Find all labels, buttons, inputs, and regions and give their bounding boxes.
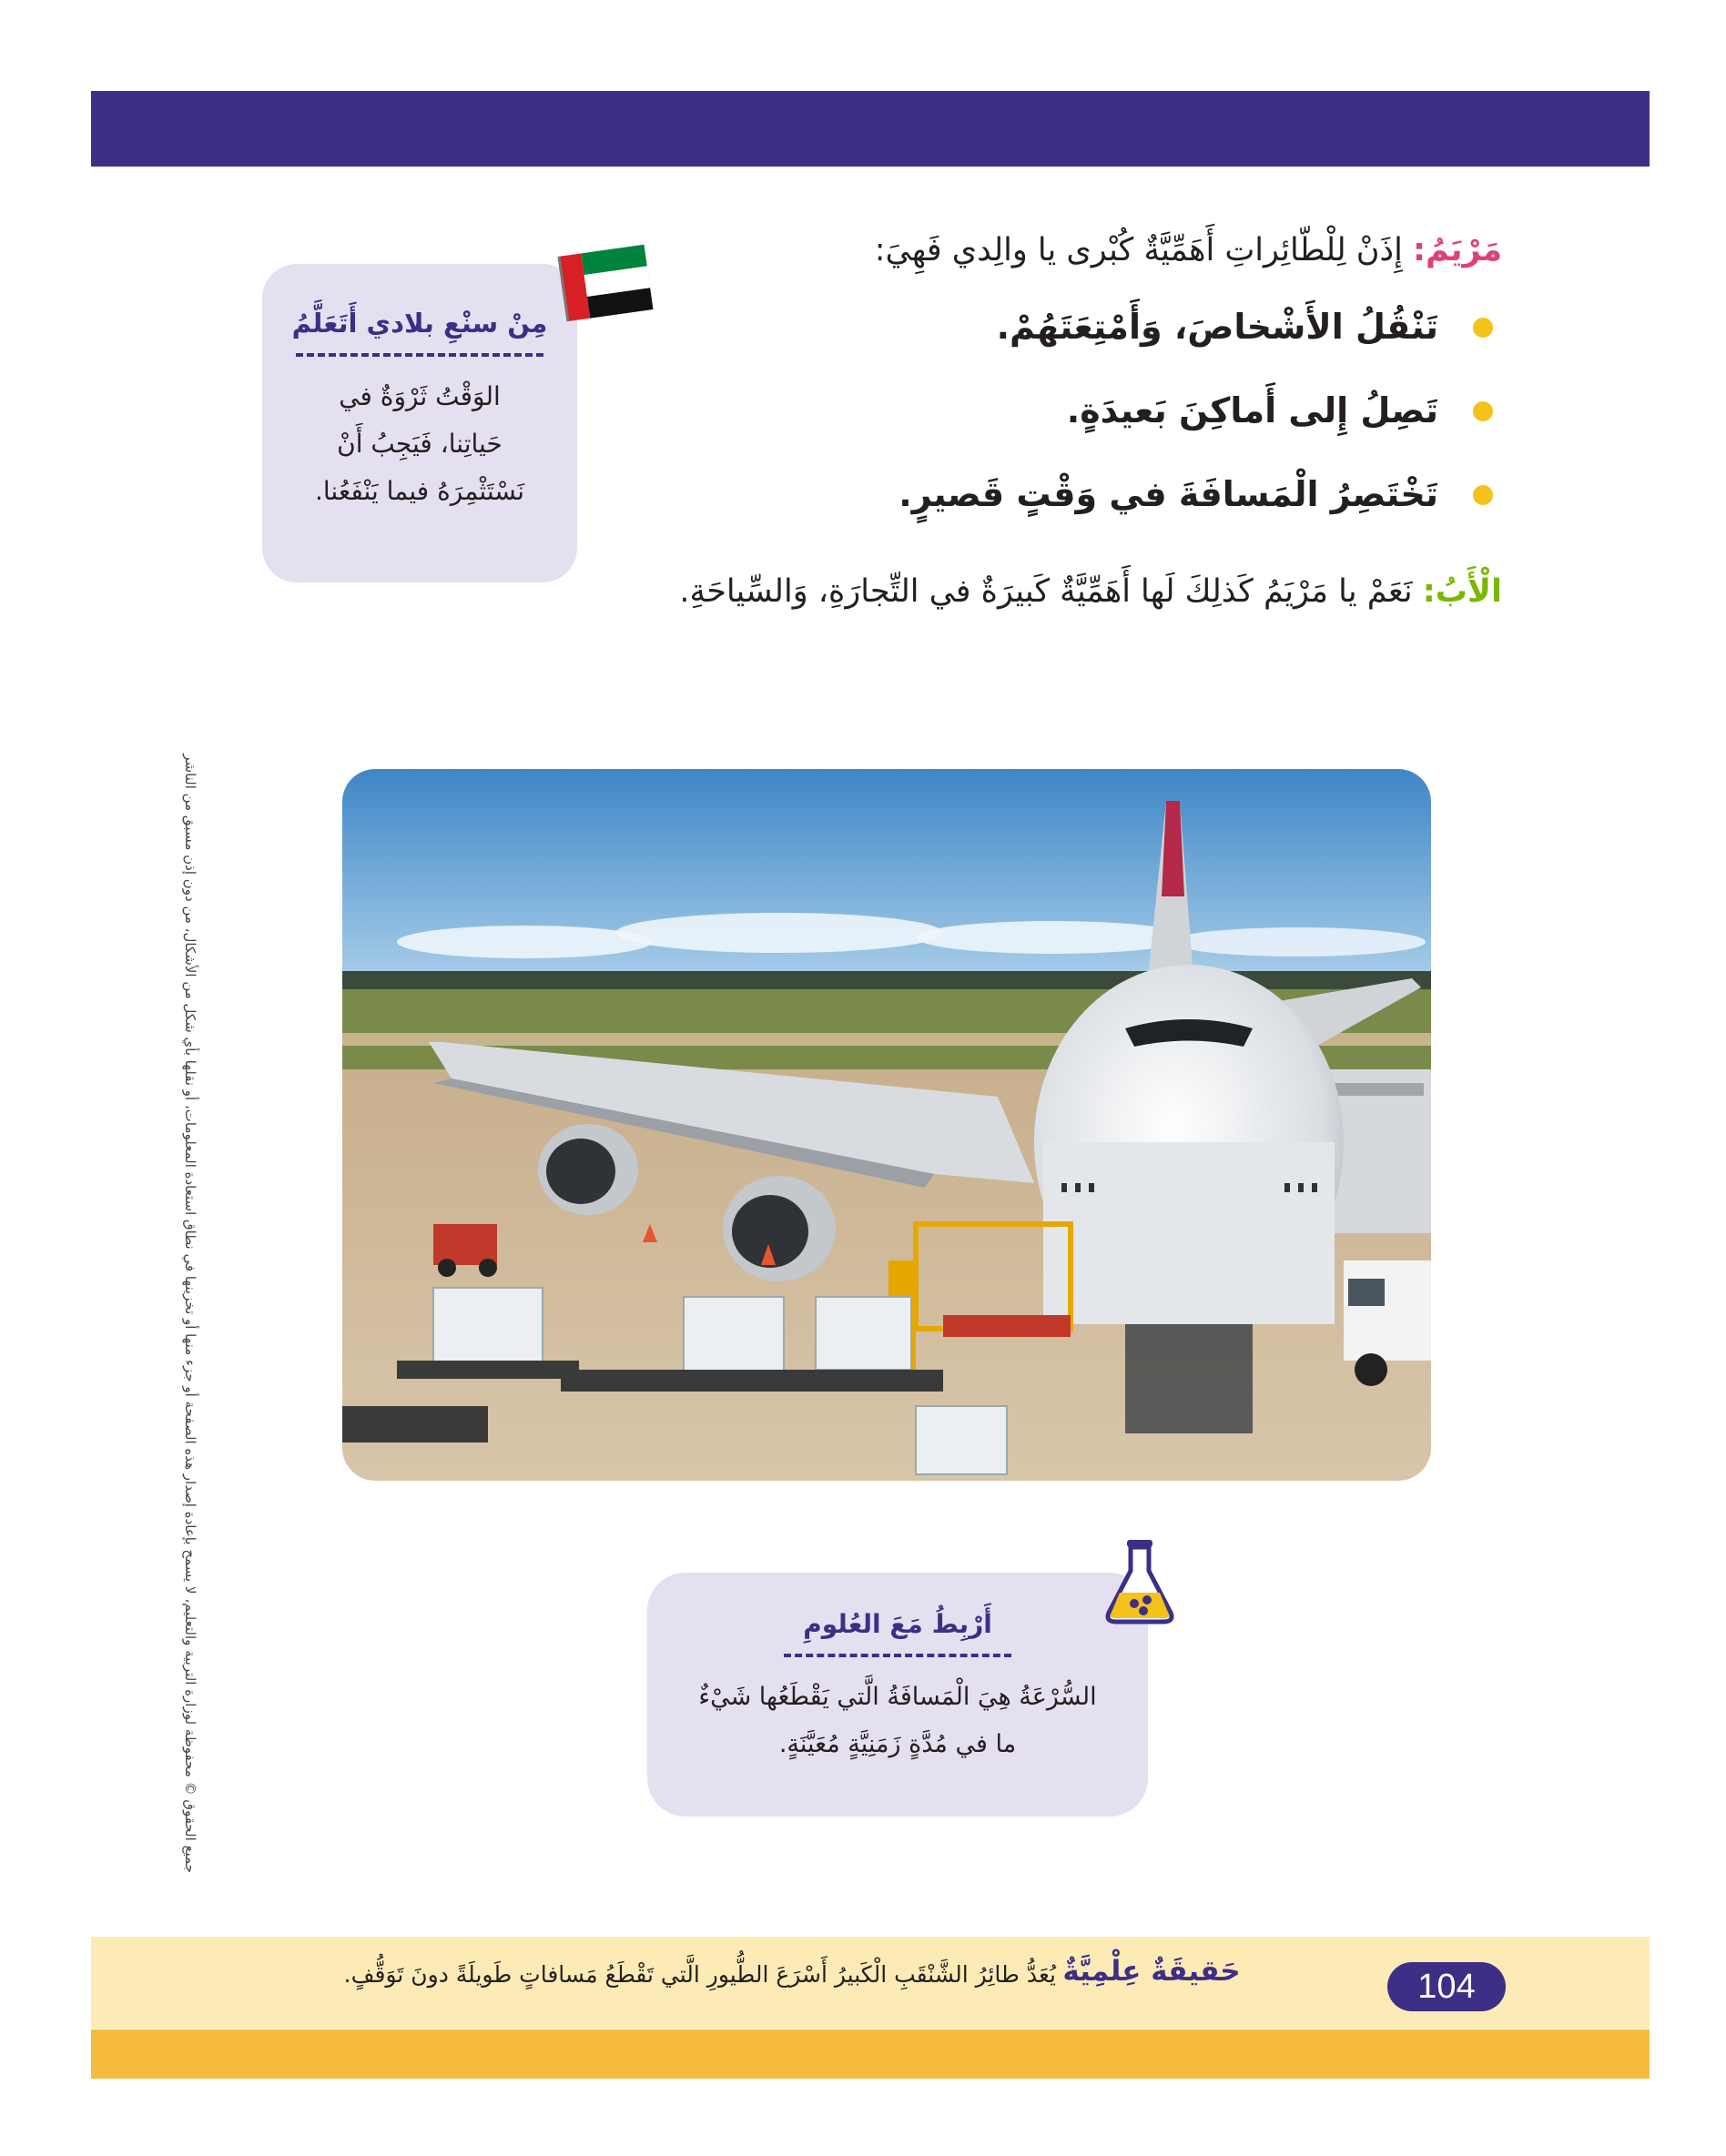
speaker-maryam: مَرْيَمُ: [1412, 232, 1502, 268]
list-item [637, 369, 1502, 452]
footer-band [91, 2029, 1650, 2079]
list-item-text: تَصِلُ إِلى أَماكِنَ بَعيدَةٍ. [1066, 390, 1438, 430]
science-line: السُّرْعَةُ هِيَ الْمَسافَةُ الَّتي يَقْطَعُها شَيْءٌ [698, 1683, 1097, 1711]
fact-title: حَقيقَةٌ عِلْمِيَّةٌ [1062, 1955, 1241, 1988]
maryam-line [637, 223, 1502, 278]
list-item [637, 452, 1502, 536]
copyright-notice: جميع الحقوق © محفوظة لوزارة التربية والتعليم، لا يسمح بإعادة إصدار هذه الصفحة أو جزء منها أو تخزينها في نطاق استعادة المعلومات، أو نقلها بأي شكل من الأشكال، من دون إذن مسبق من الناشر [182, 754, 198, 1873]
divider [784, 1654, 1011, 1657]
page-number: 104 [1387, 1962, 1506, 2011]
values-line: الوَقْتُ ثَرْوَةٌ في [339, 381, 501, 411]
bullet-dot-icon [1473, 485, 1493, 505]
bullet-dot-icon [1473, 318, 1493, 338]
flask-icon [1102, 1538, 1178, 1625]
airplane-photo [342, 769, 1431, 1481]
values-box-title: مِنْ سنْعِ بلادي أَتَعَلَّمُ [291, 308, 548, 339]
values-box-body [262, 373, 577, 515]
header-band [91, 91, 1650, 167]
father-line [674, 564, 1502, 619]
maryam-text: إِذَنْ لِلْطّائِراتِ أَهَمِّيَّةٌ كُبْرى يا والِدي فَهِيَ: [874, 232, 1403, 268]
values-line: نَسْتَثْمِرَهُ فيما يَنْفَعُنا. [314, 476, 525, 506]
dialogue [637, 223, 1502, 543]
values-line: حَياتِنا، فَيَجِبُ أَنْ [337, 429, 503, 459]
bullet-dot-icon [1473, 401, 1493, 421]
list-item [637, 285, 1502, 369]
list-item-text: تَنْقُلُ الأَشْخاصَ، وَأَمْتِعَتَهُمْ. [996, 307, 1438, 347]
science-box-title: أَرْبِطُ مَعَ العُلومِ [803, 1609, 992, 1639]
science-line: ما في مُدَّةٍ زَمَنِيَّةٍ مُعَيَّنَةٍ. [778, 1730, 1017, 1758]
uae-flag-icon [557, 245, 653, 322]
speaker-father: الْأَبُ: [1422, 573, 1502, 610]
fact-text: يُعَدُّ طائِرُ الشَّنْقَبِ الْكَبيرُ أَسْرَعَ الطُّيورِ الَّتي تَقْطَعُ مَسافاتٍ طَويلَةً دونَ تَوَقُّفٍ. [343, 1961, 1056, 1988]
divider [296, 353, 543, 357]
science-link-box [647, 1573, 1148, 1817]
bullet-list [637, 285, 1502, 536]
list-item-text: تَخْتَصِرُ الْمَسافَةَ في وَقْتٍ قَصيرٍ. [899, 474, 1438, 514]
science-box-body [647, 1674, 1148, 1768]
father-text: نَعَمْ يا مَرْيَمُ كَذلِكَ لَها أَهَمِّيَّةٌ كَبيرَةٌ في التِّجارَةِ، وَالسِّياحَةِ. [679, 573, 1413, 610]
values-box [262, 264, 577, 582]
